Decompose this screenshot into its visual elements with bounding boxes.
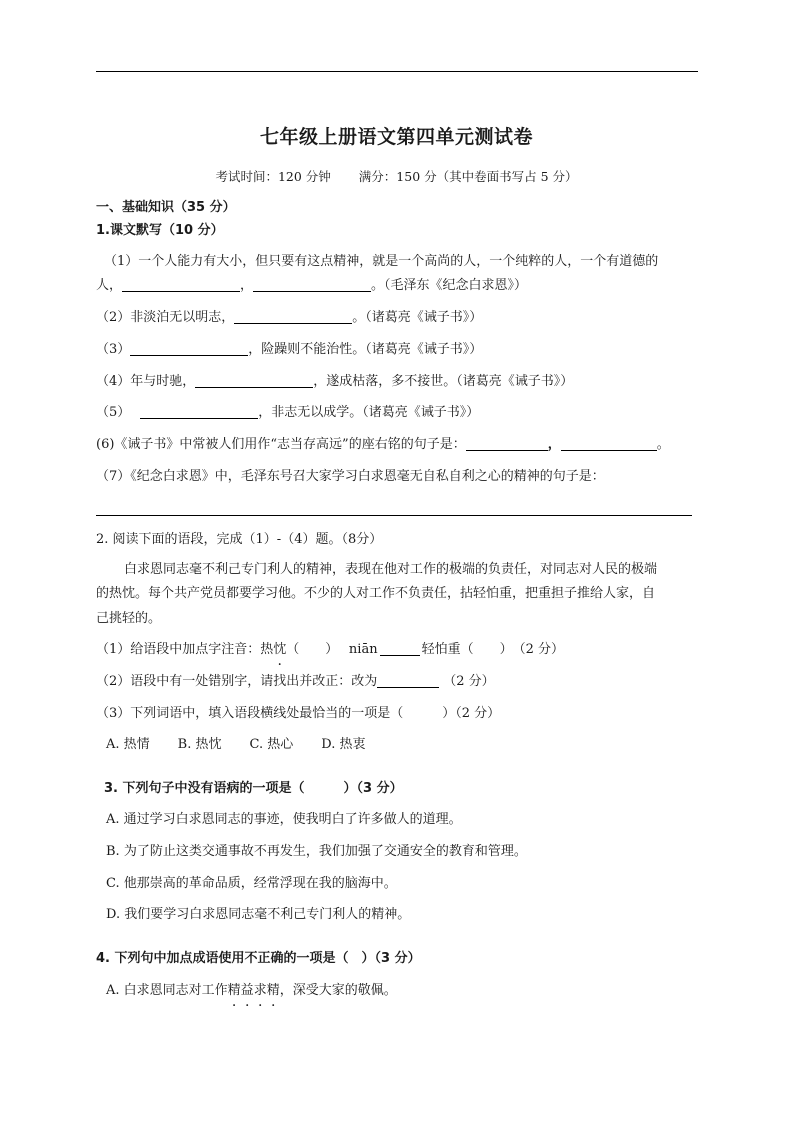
answer-blank[interactable] — [140, 405, 258, 419]
exam-score: 满分：150 分（其中卷面书写占 5 分） — [358, 169, 578, 184]
exam-time: 考试时间：120 分钟 — [215, 169, 331, 184]
q1-heading: 1.课文默写（10 分） — [96, 223, 224, 238]
answer-blank[interactable] — [561, 437, 657, 451]
q3-option-c[interactable]: C. 他那崇高的革命品质，经常浮现在我的脑海中。 — [106, 876, 397, 891]
q1-item3: （3） ，险躁则不能治性。（诸葛亮《诫子书》） — [96, 342, 483, 357]
answer-blank[interactable] — [195, 374, 313, 388]
q2-passage-line2: 的热忱。每个共产党员都要学习他。不少的人对工作不负责任，拈轻怕重，把重担子推给人家，自 — [96, 586, 656, 601]
q2-sub3-options — [106, 736, 708, 754]
option-c[interactable]: C. 热心 — [249, 737, 294, 752]
q1-item1-line1: （1）一个人能力有大小，但只要有这点精神，就是一个高尚的人，一个纯粹的人，一个有道德的 — [104, 254, 659, 269]
answer-blank[interactable] — [377, 674, 439, 688]
answer-blank[interactable] — [380, 642, 420, 656]
option-b[interactable]: B. 热忱 — [177, 737, 222, 752]
q2-heading: 2. 阅读下面的语段，完成（1）-（4）题。（8分） — [96, 532, 383, 547]
q1-item5: （5） ，非志无以成学。（诸葛亮《诫子书》） — [96, 405, 480, 420]
answer-blank[interactable] — [466, 437, 548, 451]
q1-item6: (6)《诫子书》中常被人们用作“志当存高远”的座右铭的句子是： ， 。 — [96, 437, 670, 452]
q4-option-a[interactable]: A. 白求恩同志对工作精益求精，深受大家的敬佩。 — [106, 983, 397, 998]
option-a[interactable]: A. 热情 — [106, 737, 150, 752]
q2-passage-line1: 白求恩同志毫不利己专门利人的精神，表现在他对工作的极端的负责任，对同志对人民的极端 — [124, 562, 658, 577]
answer-blank[interactable] — [130, 342, 248, 356]
page-title: 七年级上册语文第四单元测试卷 — [259, 126, 533, 148]
q2-sub1: （1）给语段中加点字注音：热忱（ ） niān 轻怕重（ ） （2 分） — [96, 642, 564, 657]
header-rule — [96, 71, 698, 72]
answer-blank[interactable] — [122, 278, 240, 292]
q3-heading: 3. 下列句子中没有语病的一项是（ ）（3 分） — [104, 781, 403, 796]
answer-blank[interactable] — [234, 310, 352, 324]
q3-option-a[interactable]: A. 通过学习白求恩同志的事迹，使我明白了许多做人的道理。 — [106, 812, 462, 827]
q1-item1-line2: 人， ， 。（毛泽东《纪念白求恩》） — [96, 278, 528, 293]
dotted-char: 忱 — [273, 642, 287, 657]
dotted-char: 益 — [240, 983, 254, 998]
q3-option-b[interactable]: B. 为了防止这类交通事故不再发生，我们加强了交通安全的教育和管理。 — [106, 844, 527, 859]
answer-blank[interactable] — [253, 278, 371, 292]
section1-heading: 一、基础知识（35 分） — [96, 200, 236, 215]
exam-info — [0, 167, 793, 185]
q2-sub2: （2）语段中有一处错别字，请找出并改正：改为 （2 分） — [96, 674, 495, 689]
q1-item7: （7）《纪念白求恩》中，毛泽东号召大家学习白求恩毫无自私自利之心的精神的句子是： — [96, 469, 605, 484]
q1-item4: （4）年与时驰， ，遂成枯落，多不接世。（诸葛亮《诫子书》） — [96, 374, 574, 389]
dotted-char: 求 — [253, 983, 267, 998]
q3-option-d[interactable]: D. 我们要学习白求恩同志毫不利己专门利人的精神。 — [106, 907, 411, 922]
q4-heading: 4. 下列句中加点成语使用不正确的一项是（ ）（3 分） — [96, 951, 421, 966]
q2-passage-line3: 己挑轻的。 — [96, 611, 162, 626]
q2-sub3: （3）下列词语中，填入语段横线处最恰当的一项是（ ）（2 分） — [96, 706, 501, 721]
option-d[interactable]: D. 热衷 — [321, 737, 366, 752]
q1-item2: （2）非淡泊无以明志， 。（诸葛亮《诫子书》） — [96, 310, 483, 325]
dotted-char: 精 — [227, 983, 241, 998]
answer-line[interactable] — [96, 515, 692, 516]
dotted-char: 精 — [266, 983, 280, 998]
